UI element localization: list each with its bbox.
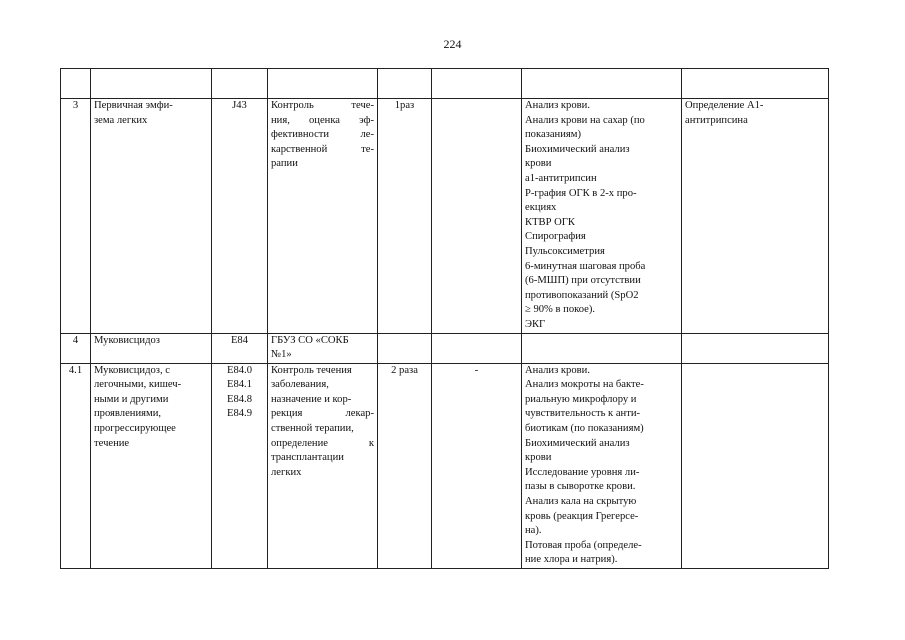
icd-code-cell	[212, 363, 268, 568]
specialist-cell	[432, 333, 522, 363]
diagnosis-line: Муковисцидоз	[94, 334, 160, 346]
empty-cell	[268, 69, 378, 99]
diagnosis-line: Первичная эмфи-	[94, 100, 173, 111]
diagnosis-line: легочными, кишеч-	[94, 379, 182, 391]
additional-tests-cell	[682, 363, 829, 568]
action-line: легких	[271, 466, 302, 478]
test-line: Потовая проба (определе-	[525, 539, 642, 551]
test-line: (6-МШП) при отсутствии	[525, 275, 641, 287]
table-row	[61, 99, 829, 334]
empty-cell	[61, 69, 91, 99]
test-line: противопоказаний (SpO2	[525, 289, 639, 301]
test-line: Анализ кала на скрытую	[525, 496, 637, 508]
table-row	[61, 333, 829, 363]
empty-cell	[682, 69, 829, 99]
action-line: рапии	[271, 158, 298, 170]
specialist-cell	[432, 99, 522, 334]
diagnosis-line: зема легких	[94, 114, 148, 126]
row-number: 4.1	[68, 364, 83, 376]
frequency-value: 2 раза	[391, 364, 418, 376]
test-line: крови	[525, 158, 552, 170]
empty-cell	[432, 69, 522, 99]
icd-code: E84.9	[226, 408, 252, 420]
diagnosis-line: Муковисцидоз, с	[94, 364, 170, 376]
icd-code: J43	[232, 100, 247, 111]
test-line: Спирография	[525, 231, 586, 243]
action-line: ния, оценка эф-	[271, 114, 374, 126]
test-line: биотикам (по показаниям)	[525, 423, 644, 435]
page-number: 224	[443, 37, 462, 51]
test-line: ние хлора и натрия).	[525, 554, 618, 566]
icd-code-cell	[212, 333, 268, 363]
test-line: Анализ крови на сахар (по	[525, 114, 645, 126]
test-line: риальную микрофлору и	[525, 393, 637, 405]
test-line: на).	[525, 525, 542, 537]
row-number-cell	[61, 99, 91, 334]
additional-tests-cell	[682, 99, 829, 334]
row-number: 3	[72, 100, 79, 111]
additional-tests-cell	[682, 333, 829, 363]
test-line: Пульсоксиметрия	[525, 245, 605, 257]
tests-cell	[522, 363, 682, 568]
diagnosis-cell	[91, 333, 212, 363]
empty-cell	[522, 69, 682, 99]
actions-cell	[268, 363, 378, 568]
action-line: фективности ле-	[271, 129, 374, 141]
table-body	[61, 69, 829, 569]
test-line: крови	[525, 452, 552, 464]
icd-code: E84	[230, 334, 249, 346]
action-line: заболевания,	[271, 379, 329, 391]
test-line: 6-минутная шаговая проба	[525, 260, 646, 272]
specialist-cell	[432, 363, 522, 568]
action-line: ственной терапии,	[271, 423, 354, 435]
action-line: ГБУЗ СО «СОКБ	[271, 334, 349, 346]
test-line: Анализ крови.	[525, 100, 590, 111]
action-line: карственной те-	[271, 143, 374, 155]
additional-line: Определение А1-	[685, 100, 764, 111]
header-row	[61, 69, 829, 99]
test-line: Р-графия ОГК в 2-х про-	[525, 187, 637, 199]
test-line: кровь (реакция Грегерсе-	[525, 510, 639, 522]
diagnosis-cell	[91, 99, 212, 334]
empty-cell	[378, 69, 432, 99]
diagnosis-line: проявлениями,	[94, 408, 162, 420]
empty-cell	[212, 69, 268, 99]
diagnosis-line: прогрессирующее	[94, 423, 176, 435]
test-line: а1-антитрипсин	[525, 172, 597, 184]
specialist-value: -	[474, 364, 479, 376]
test-line: ЭКГ	[525, 318, 546, 330]
diagnosis-line: ными и другими	[94, 393, 169, 405]
action-line: определение к	[271, 437, 374, 449]
icd-code: E84.1	[226, 379, 252, 391]
test-line: Исследование уровня ли-	[525, 466, 640, 478]
icd-code: E84.0	[226, 364, 252, 376]
test-line: пазы в сыворотке крови.	[525, 481, 636, 493]
action-line: назначение и кор-	[271, 393, 352, 405]
tests-cell	[522, 99, 682, 334]
row-number-cell	[61, 363, 91, 568]
test-line: Биохимический анализ	[525, 437, 630, 449]
action-line: рекция лекар-	[271, 408, 374, 420]
frequency-cell	[378, 363, 432, 568]
action-line: трансплантации	[271, 452, 344, 464]
action-line: №1»	[271, 349, 292, 361]
row-number-cell	[61, 333, 91, 363]
row-number: 4	[72, 334, 79, 346]
icd-code: E84.8	[226, 393, 252, 405]
test-line: Анализ крови.	[525, 364, 590, 376]
diagnosis-cell	[91, 363, 212, 568]
actions-cell	[268, 333, 378, 363]
frequency-value: 1раз	[394, 100, 415, 111]
table-row	[61, 363, 829, 568]
tests-cell	[522, 333, 682, 363]
frequency-cell	[378, 99, 432, 334]
test-line: ≥ 90% в покое).	[525, 304, 596, 316]
test-line: КТВР ОГК	[525, 216, 575, 228]
test-line: Биохимический анализ	[525, 143, 630, 155]
test-line: Анализ мокроты на бакте-	[525, 379, 644, 391]
test-line: чувствительность к анти-	[525, 408, 641, 420]
clinical-table	[60, 68, 829, 569]
frequency-cell	[378, 333, 432, 363]
test-line: показаниям)	[525, 129, 581, 141]
additional-line: антитрипсина	[685, 114, 748, 126]
action-line: Контроль течения	[271, 364, 352, 376]
diagnosis-line: течение	[94, 437, 130, 449]
action-line: Контроль тече-	[271, 100, 374, 111]
icd-code-cell	[212, 99, 268, 334]
actions-cell	[268, 99, 378, 334]
test-line: екциях	[525, 202, 557, 214]
empty-cell	[91, 69, 212, 99]
